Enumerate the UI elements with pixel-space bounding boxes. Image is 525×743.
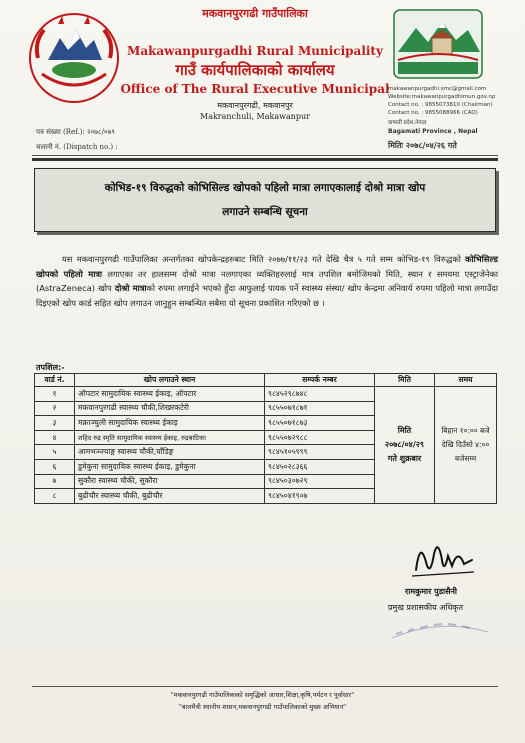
contact-cell: ९८४५०४१९०७ xyxy=(265,489,375,504)
body-text-3: को रुपमा लगाईने भएको हुँदा आफुलाई पायक पर्ने स्वास्थ्य संस्था/ खोप केन्द्रमा अनिवार्य रुपमा पहिलो मात्रा लगाउँदा दिइएको खोप कार्ड सहित खोप लगाउन जानुहुन सम्बन्धित सबैमा यो सूचना प्रकाशित गरिएको छ । xyxy=(36,283,498,308)
ward-cell: १ xyxy=(35,387,75,402)
ward-cell: ५ xyxy=(35,445,75,460)
time-cell xyxy=(435,387,497,504)
footer-slogan-2: "बालमैत्री स्थानीय शासन,मकवानपुरगढी गाउँपालिकाको मुख्य अभियान" xyxy=(178,703,347,711)
contact-website[interactable]: Website:makawanpurgadhimun.gov.np xyxy=(388,94,496,100)
contact-cell: ९८४५०३०७२९ xyxy=(265,474,375,489)
footer-divider xyxy=(32,686,498,687)
ward-cell: ३ xyxy=(35,416,75,431)
header-location: खोप लगाउने स्थान xyxy=(75,374,265,387)
location-cell: बुढीचौर स्वास्थ्य चौकी, बुढीचौर xyxy=(75,489,265,504)
table-header-row xyxy=(35,374,497,387)
municipality-name-nepali: मकवानपुरगढी गाउँपालिका xyxy=(202,7,308,20)
contact-cell: ९८५५०७१८७१ xyxy=(265,401,375,416)
ward-cell: ४ xyxy=(35,430,75,445)
address-english: Makranchuli, Makawanpur xyxy=(200,112,310,121)
location-cell: डुमेकुना सामुदायिक स्वास्थ्य ईकाइ, डुमेकुना xyxy=(75,459,265,474)
date-cell-line3: गते शुक्रबार xyxy=(387,453,422,463)
province-nepali: वाग्मती प्रदेश,नेपाल xyxy=(388,120,427,126)
notice-title-line1: कोभिड-१९ विरुद्धको कोभिसिल्ड खोपको पहिलो मात्रा लगाएकालाई दोश्रो मात्रा खोप xyxy=(104,182,426,194)
location-cell: मक्राञ्चुली सामुदायिक स्वास्थ्य ईकाइ xyxy=(75,416,265,431)
date-cell-line1: मिति xyxy=(397,425,412,435)
date-cell-line2: २०७८/०४/२९ xyxy=(384,439,425,449)
notice-title-line2: लगाउने सम्बन्धि सूचना xyxy=(222,206,308,218)
location-cell: ऑपटार सामुदायिक स्वास्थ्य ईकाइ, ऑपटार xyxy=(75,387,265,402)
contact-email[interactable]: makawanpurgadhi.smc@gmail.com xyxy=(388,86,487,92)
handwritten-signature xyxy=(408,530,478,590)
header-contact: सम्पर्क नम्बर xyxy=(265,374,375,387)
contact-cell: ९८५५०७२९८८ xyxy=(265,430,375,445)
location-cell: सुकौरा स्वास्थ्य चौकी, सुकौरा xyxy=(75,474,265,489)
reference-number: पत्र संख्या (Ref.): २०७८/०७९ xyxy=(36,128,115,136)
contact-cell: ९८५५०७१८७३ xyxy=(265,416,375,431)
ward-cell: ८ xyxy=(35,489,75,504)
contact-cell: ९८४५०२८३६६ xyxy=(265,459,375,474)
contact-cao: Contact no. : 9855088966 (CAO) xyxy=(388,110,478,116)
body-bold-1: कोभिसिल्ड खोपको पहिलो मात्रा xyxy=(36,254,498,279)
notice-body xyxy=(36,252,498,310)
header-time: समय xyxy=(435,374,497,387)
body-text-1: यस मकवानपुरगढी गाउँपालिका अन्तर्गतका खोपकेन्द्रहरुबाट मिति २०७७/११/२३ गते देखि चैत्र ५ गते सम्म कोभिड-१९ विरुद्धको xyxy=(62,254,466,264)
signatory-title: प्रमुख प्रशासकीय अधिकृत xyxy=(388,603,464,612)
vaccination-schedule-table xyxy=(34,373,497,504)
header-divider-thick xyxy=(32,158,498,161)
body-bold-2: दोश्रो मात्रा xyxy=(114,283,147,294)
table-row xyxy=(35,387,497,402)
municipality-name-english: Makawanpurgadhi Rural Municipality xyxy=(127,44,383,58)
nepal-emblem-logo xyxy=(28,12,120,104)
header-ward: वार्ड नं. xyxy=(35,374,75,387)
address-nepali: मकवानपुरगढी, मकवानपुर xyxy=(217,101,293,110)
time-cell-line2: देखि दिउँसो ४:०० xyxy=(441,439,490,449)
ward-cell: २ xyxy=(35,401,75,416)
ward-cell: ७ xyxy=(35,474,75,489)
time-cell-line1: बिहान १०:०० बजे xyxy=(441,425,490,435)
contact-chairman: Contact no. : 9855073810 (Chairman) xyxy=(388,102,493,108)
dispatch-number: चलानी नं. (Dispatch no.) : xyxy=(36,143,118,151)
schedule-label: तपशिल:- xyxy=(36,363,65,372)
date-cell xyxy=(375,387,435,504)
location-cell: मकवानपुरगढी स्वास्थ्य चौकी,शिखरकटेरी xyxy=(75,401,265,416)
location-cell: शहिद रुद्र स्मृति सामुदायिक स्वास्थ्य ईकाइ, रुद्रबाटिका xyxy=(75,430,265,445)
municipality-logo xyxy=(392,8,484,80)
ward-cell: ६ xyxy=(35,459,75,474)
header-date: मिति xyxy=(375,374,435,387)
office-name-nepali: गाउँ कार्यपालिकाको कार्यालय xyxy=(175,61,335,79)
header-divider xyxy=(32,155,498,156)
location-cell: आमभञ्ज्याङ्ग स्वास्थ्य चौकी,घाँडिङ्ग xyxy=(75,445,265,460)
notice-date: मितिः २०७८/०४/२६ गते xyxy=(388,140,457,150)
time-cell-line3: बजेसम्म xyxy=(454,453,477,463)
contact-cell: ९८४५१०५९९९ xyxy=(265,445,375,460)
footer-slogan-1: "मकवानपुरगढी गाउँपालिकाको समृद्धिको आधार,शिक्षा,कृषि,पर्यटन र पूर्वाधार" xyxy=(170,691,355,699)
office-name-english: Office of The Rural Executive Municipal xyxy=(120,82,390,96)
signatory-name: रामकुमार पुडासैनी xyxy=(405,587,458,596)
notice-title-box xyxy=(34,168,496,232)
office-stamp xyxy=(388,614,492,644)
contact-cell: ९८४५२९८७४८ xyxy=(265,387,375,402)
province-english: Bagamati Province , Nepal xyxy=(388,128,478,135)
body-text-2: लगाएका तर हालसम्म दोश्रो मात्रा नलगाएका व्यक्तिहरुलाई मात्र तपशिल बमोजिमको मिति, स्थान र समयमा एस्ट्राजेनेका (AstraZeneca) खोप xyxy=(36,268,499,294)
